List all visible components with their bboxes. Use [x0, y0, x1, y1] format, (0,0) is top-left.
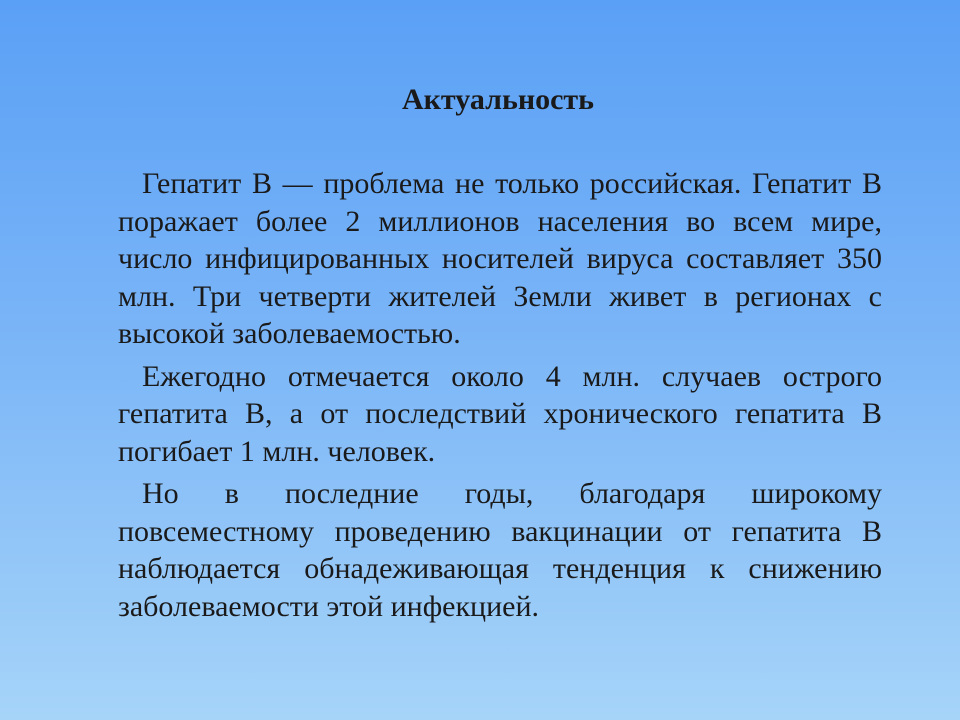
slide-body [118, 165, 882, 630]
slide-title: Актуальность [401, 83, 595, 116]
paragraph-hepatitis-problem: Гепатит В — проблема не только российская. Гепатит В поражает более 2 миллионов населения во всем мире, число инфицированных носителей вируса составляет 350 млн. Три четверти жителей Земли живет в регионах с высокой заболеваемостью. [118, 167, 882, 350]
paragraph-vaccination-trend: Но в последние годы, благодаря широкому повсеместному проведению вакцинации от гепатита В наблюдается обнадеживающая тенденция к снижению заболеваемости этой инфекцией. [118, 477, 882, 623]
paragraph-annual-cases: Ежегодно отмечается около 4 млн. случаев острого гепатита В, а от последствий хронического гепатита В погибает 1 млн. человек. [118, 359, 882, 468]
